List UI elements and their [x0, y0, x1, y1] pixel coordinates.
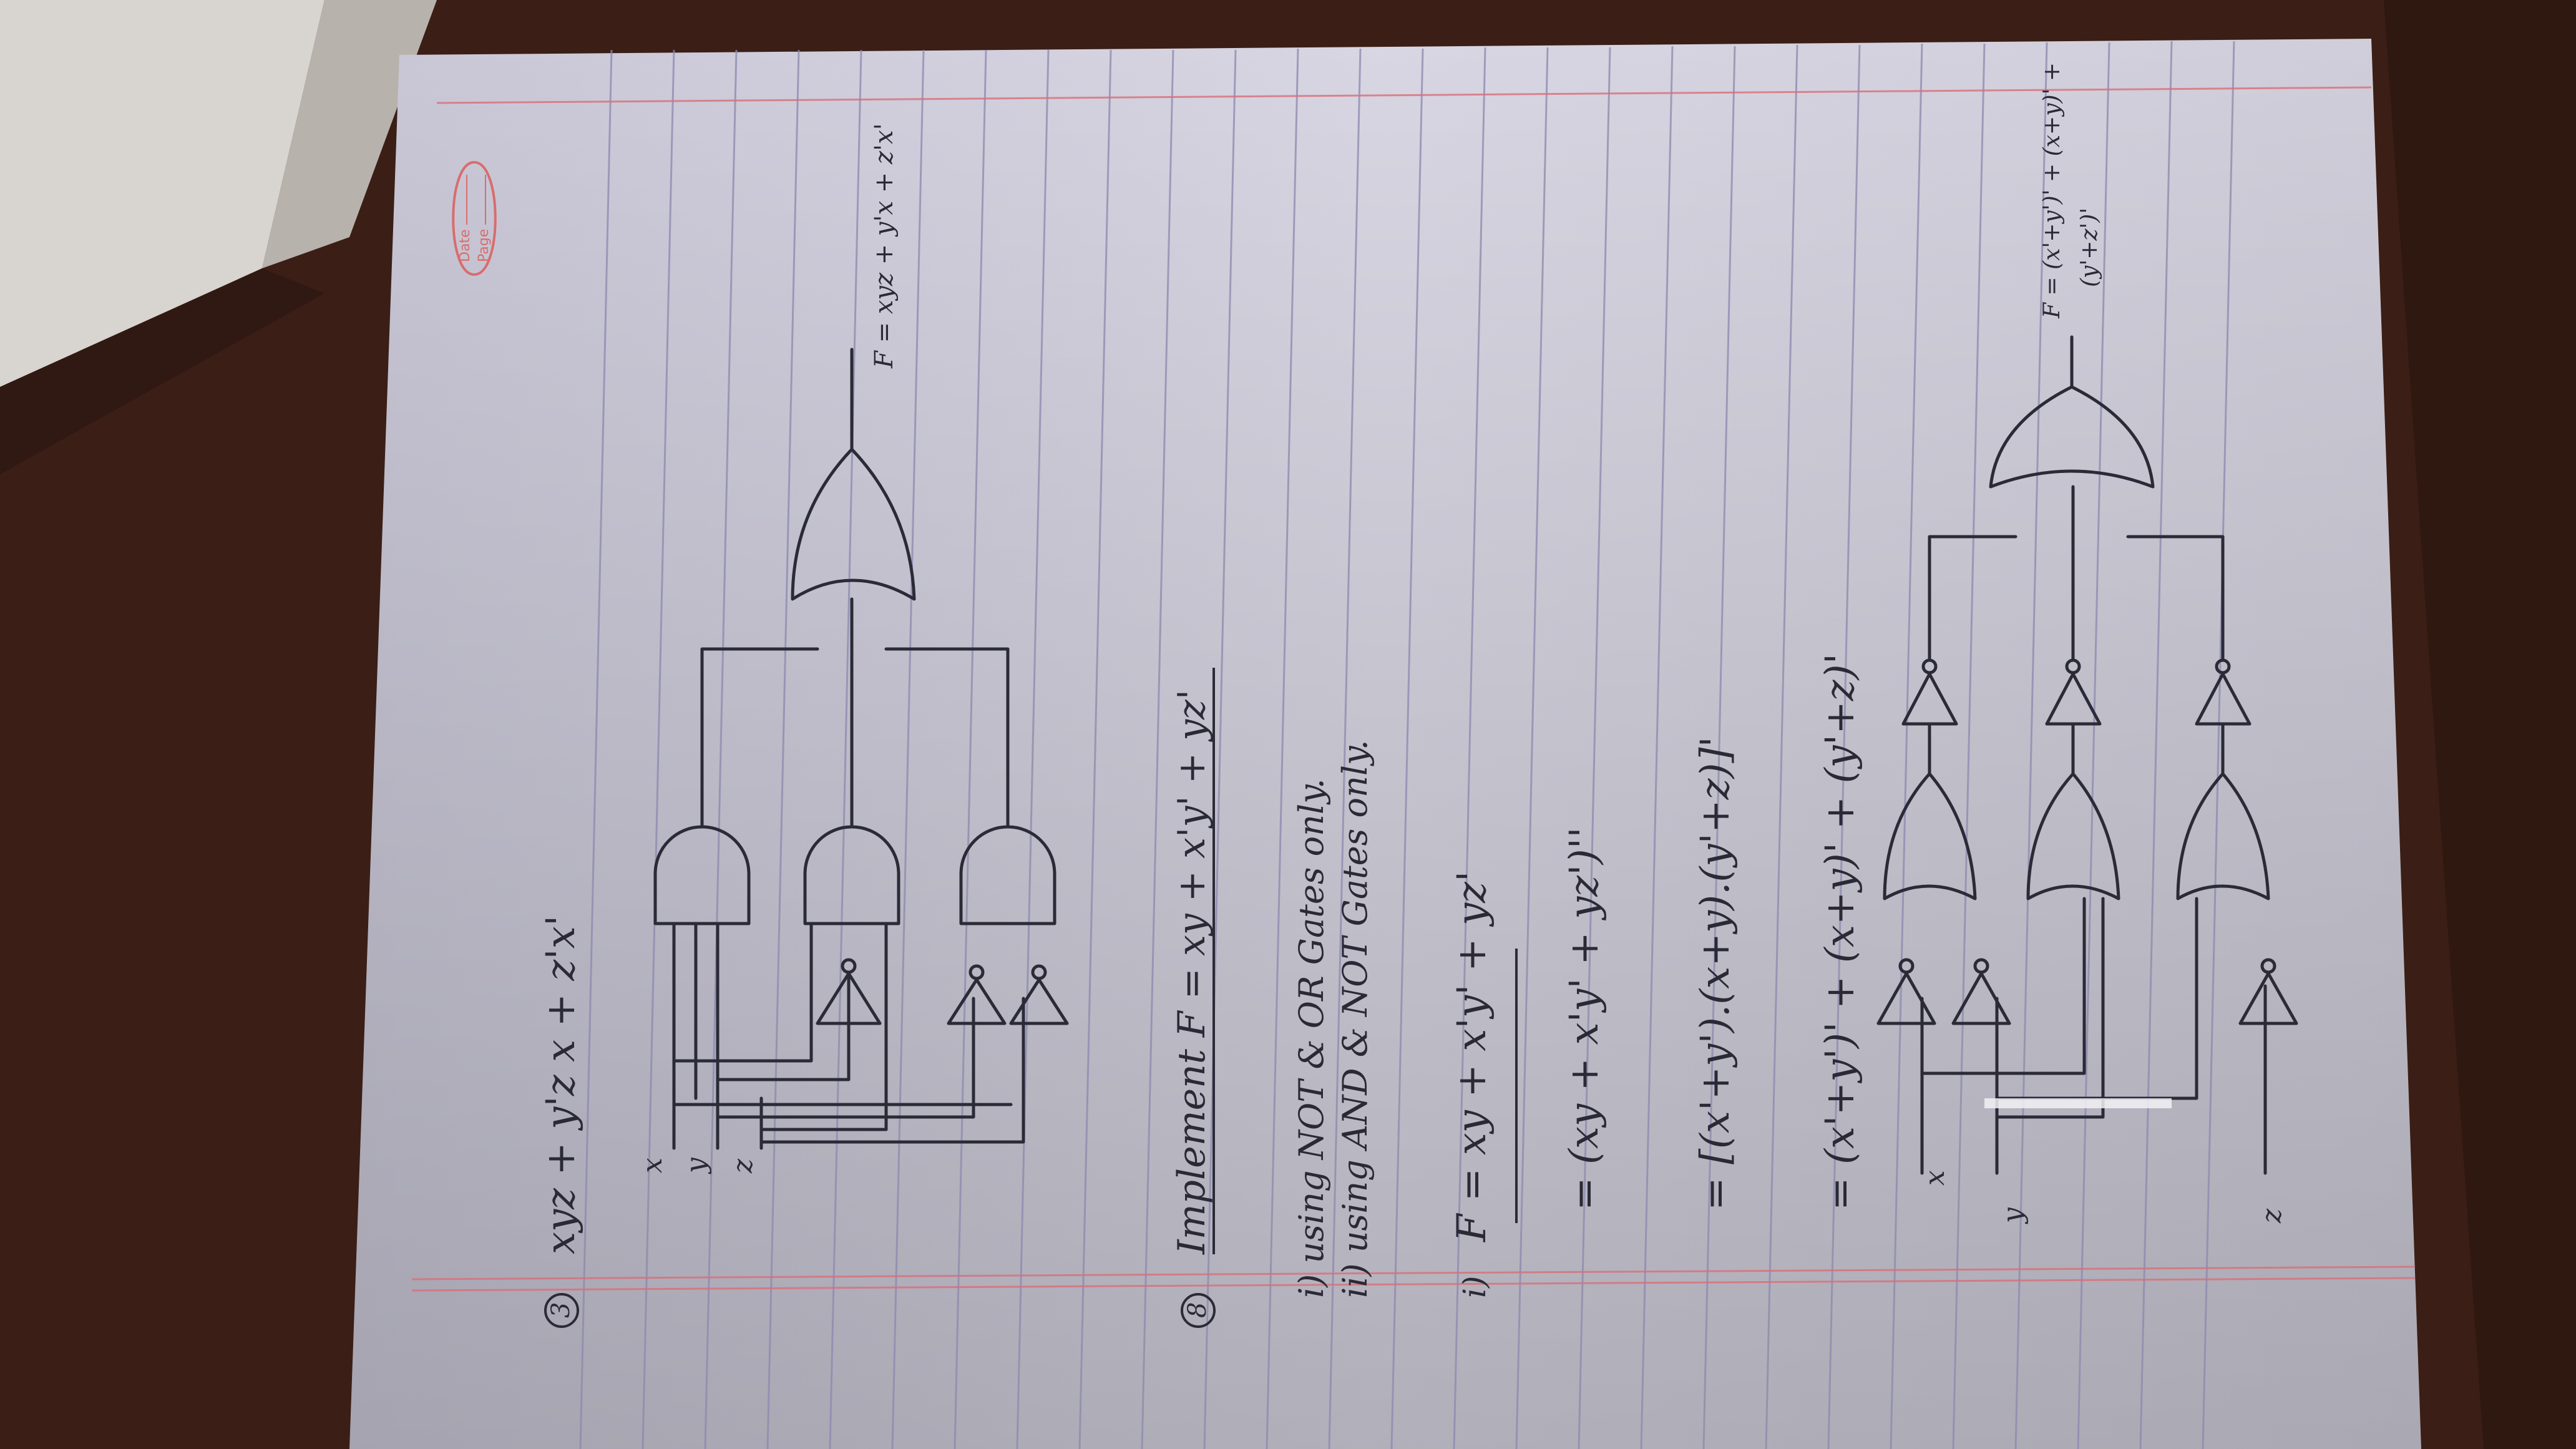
step-1: F = xy + x'y' + yz' [1449, 871, 1495, 1242]
step-3: = [(x'+y').(x+y).(y'+z)]' [1692, 736, 1739, 1211]
step-4: = (x'+y')' + (x+y)' + (y'+z)' [1817, 653, 1863, 1211]
question-8-part-i: i) using NOT & OR Gates only. [1292, 778, 1331, 1298]
q8-output-label-1: F = (x'+y')' + (x+y)' + [2039, 62, 2065, 318]
step-label: i) [1456, 1276, 1493, 1298]
q3-input-z: z [727, 1158, 759, 1173]
q3-output-label: F = xyz + y'x + z'x' [870, 123, 899, 368]
q8-input-z: z [2256, 1208, 2288, 1223]
stamp-page-label: Page [476, 228, 492, 262]
question-8-number: 8 [1183, 1302, 1212, 1318]
q3-input-x: x [637, 1158, 668, 1173]
step-2: = (xy + x'y' + yz')'' [1561, 827, 1608, 1211]
q8-input-y: y [1997, 1208, 2029, 1223]
paper-glare [1984, 1098, 2172, 1108]
question-3-expression: xyz + y'z x + z'x' [538, 915, 584, 1254]
q8-input-x: x [1919, 1170, 1951, 1186]
q3-input-y: y [680, 1158, 712, 1173]
question-8-part-ii: ii) using AND & NOT Gates only. [1335, 739, 1375, 1298]
question-8-heading: Implement F = xy + x'y' + yz' [1170, 689, 1214, 1254]
question-3-number: 3 [547, 1302, 575, 1318]
stamp-date-label: Date [457, 229, 473, 262]
notebook-page [349, 39, 2421, 1449]
q8-output-label-2: (y'+z')' [2077, 207, 2102, 287]
